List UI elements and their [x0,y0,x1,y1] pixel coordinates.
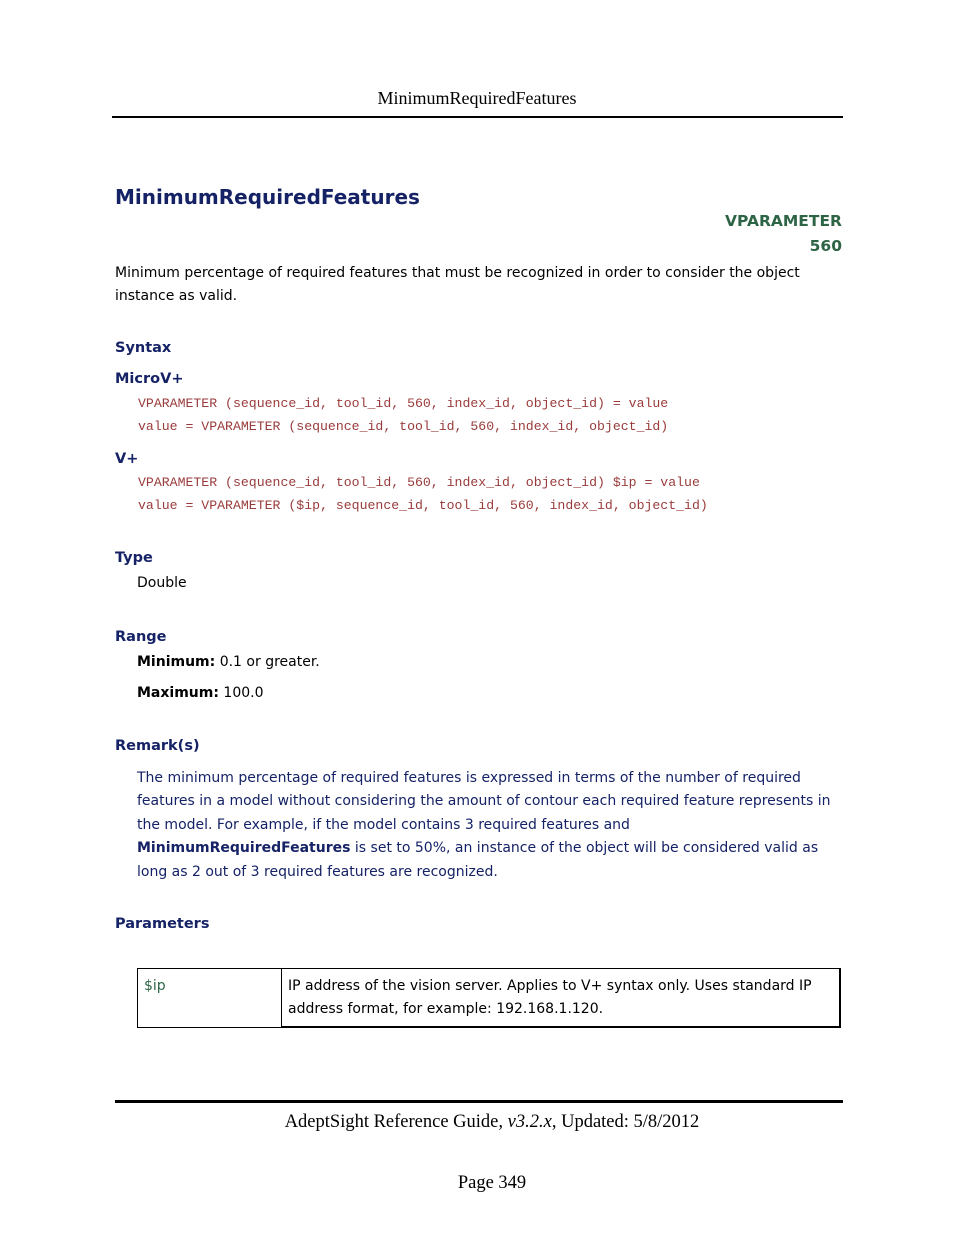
type-value: Double [137,575,187,591]
vplus-syntax-line: VPARAMETER (sequence_id, tool_id, 560, index_id, object_id) $ip = value [138,475,700,490]
remarks-heading: Remark(s) [115,738,200,754]
type-heading: Type [115,550,153,566]
maximum-value: 100.0 [223,685,264,701]
microv-syntax-line: value = VPARAMETER (sequence_id, tool_id, 560, index_id, object_id) [138,419,669,434]
description: Minimum percentage of required features that must be recognized in order to consider the object instance as valid. [115,265,800,304]
parameters-heading: Parameters [115,916,210,932]
syntax-heading: Syntax [115,340,172,356]
header-rule [112,116,843,118]
remarks-text [137,767,845,884]
microv-syntax-line: VPARAMETER (sequence_id, tool_id, 560, index_id, object_id) = value [138,396,669,411]
range-heading: Range [115,629,167,645]
parameter-description: IP address of the vision server. Applies to V+ syntax only. Uses standard IP address format, for example: 192.168.1.120. [282,969,841,1028]
page-title: MinimumRequiredFeatures [115,185,420,209]
remarks-text-before: The minimum percentage of required features is expressed in terms of the number of required features in a model without considering the amount of contour each required feature represents in the model. For example, if the model contains 3 required features and [137,770,831,833]
parameter-name: $ip [138,969,282,1028]
vplus-syntax-line: value = VPARAMETER ($ip, sequence_id, tool_id, 560, index_id, object_id) [138,498,708,513]
microv-heading: MicroV+ [115,371,184,387]
footer-rule [115,1100,843,1103]
table-row [138,969,841,1028]
command-type [725,209,842,259]
range-minimum [137,654,320,670]
remarks-text-after: is set to 50%, an instance of the object will be considered valid as long as 2 out of 3 required features are recognized. [137,840,819,880]
maximum-label: Maximum: [137,685,219,701]
minimum-label: Minimum: [137,654,216,670]
parameter-number: 560 [809,237,842,255]
command-keyword: VPARAMETER [725,212,842,230]
range-maximum [137,685,264,701]
vplus-heading: V+ [115,451,139,467]
remarks-text-bold: MinimumRequiredFeatures [137,840,351,857]
parameters-table [137,968,841,1028]
minimum-value: 0.1 or greater. [219,654,320,670]
running-header: MinimumRequiredFeatures [377,88,577,108]
footer-text [0,1112,954,1133]
page-number: Page 349 [457,1173,527,1193]
footer-updated: , Updated: 5/8/2012 [551,1112,700,1132]
footer-version: , v3.2.x [498,1112,552,1132]
footer-guide: AdeptSight Reference Guide [284,1112,499,1132]
